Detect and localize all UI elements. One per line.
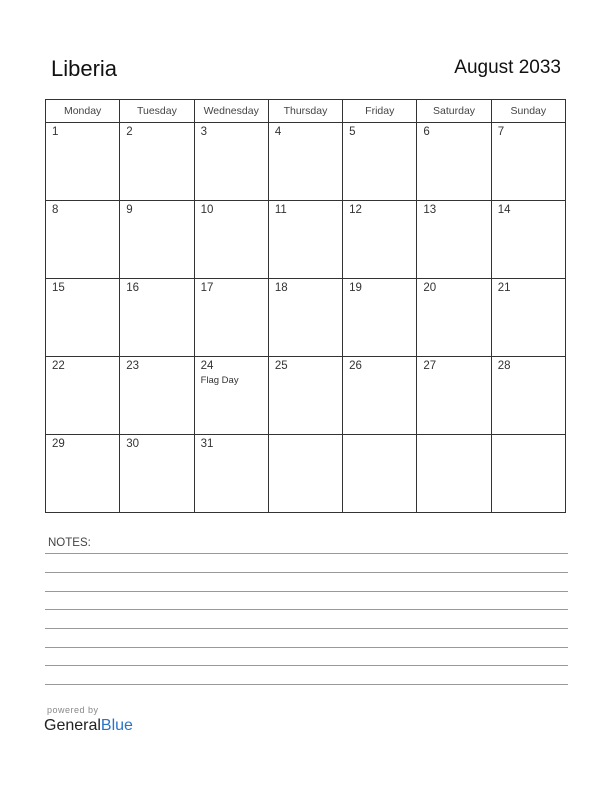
day-number: 26 (349, 360, 362, 372)
day-cell (194, 279, 268, 357)
day-cell (46, 123, 120, 201)
day-number: 5 (349, 126, 356, 138)
day-number: 31 (200, 438, 214, 450)
notes-line (45, 553, 568, 554)
day-number: 14 (497, 204, 511, 216)
day-cell (343, 357, 417, 435)
brand-blue-text: Blue (100, 717, 133, 734)
day-cell (268, 279, 342, 357)
day-cell (46, 279, 120, 357)
day-number (269, 435, 342, 438)
day-number: 25 (274, 360, 288, 372)
brand-logo (44, 717, 133, 735)
day-number: 3 (200, 126, 207, 138)
day-cell (491, 123, 565, 201)
day-number: 29 (52, 438, 65, 450)
day-number: 24 (200, 360, 214, 372)
day-cell (120, 123, 194, 201)
day-cell (491, 279, 565, 357)
week-row (46, 123, 566, 201)
day-cell (46, 435, 120, 513)
day-number (343, 435, 416, 438)
day-cell (194, 123, 268, 201)
powered-by-label: powered by (47, 705, 99, 715)
month-year-title: August 2033 (454, 57, 561, 78)
day-number (417, 435, 490, 438)
week-row (46, 279, 566, 357)
day-cell (268, 123, 342, 201)
holiday-label: Flag Day (200, 375, 239, 386)
week-row (46, 357, 566, 435)
day-cell (417, 123, 491, 201)
weekday-header: Sunday (491, 100, 565, 123)
day-cell (491, 357, 565, 435)
day-number: 12 (349, 204, 362, 216)
day-cell (120, 279, 194, 357)
notes-line (45, 609, 568, 610)
day-cell (46, 201, 120, 279)
day-cell (491, 435, 565, 513)
day-number: 4 (274, 126, 282, 138)
weekday-header: Wednesday (194, 100, 268, 123)
day-number: 1 (52, 126, 59, 138)
day-cell (46, 357, 120, 435)
day-number: 11 (274, 204, 287, 216)
weekday-header: Monday (46, 100, 120, 123)
day-number: 6 (423, 126, 430, 138)
notes-line (45, 572, 568, 573)
day-cell (120, 201, 194, 279)
day-cell (417, 201, 491, 279)
day-cell (417, 279, 491, 357)
day-cell (194, 435, 268, 513)
notes-label: NOTES: (48, 537, 91, 549)
weekday-header: Tuesday (120, 100, 194, 123)
weekday-header-row (46, 100, 566, 123)
calendar-grid (45, 99, 566, 513)
week-row (46, 201, 566, 279)
notes-line (45, 591, 568, 592)
day-cell (194, 357, 268, 435)
day-cell (417, 435, 491, 513)
day-number: 7 (497, 126, 505, 138)
day-number: 19 (349, 282, 362, 294)
day-number: 27 (423, 360, 437, 372)
day-cell (343, 201, 417, 279)
day-number: 18 (274, 282, 288, 294)
day-cell (417, 357, 491, 435)
day-cell (194, 201, 268, 279)
day-cell (268, 357, 342, 435)
day-number: 21 (497, 282, 511, 294)
day-number: 13 (423, 204, 437, 216)
day-cell (268, 435, 342, 513)
day-number: 22 (52, 360, 65, 372)
day-number (492, 435, 565, 438)
weekday-header: Thursday (268, 100, 342, 123)
day-number: 28 (497, 360, 511, 372)
week-row (46, 435, 566, 513)
notes-line (45, 665, 568, 666)
weekday-header: Friday (343, 100, 417, 123)
notes-line (45, 684, 568, 685)
day-cell (120, 357, 194, 435)
day-cell (120, 435, 194, 513)
day-number: 20 (423, 282, 437, 294)
day-number: 9 (126, 204, 133, 216)
day-number: 23 (126, 360, 140, 372)
weekday-header: Saturday (417, 100, 491, 123)
day-cell (268, 201, 342, 279)
day-number: 10 (200, 204, 214, 216)
day-number: 30 (126, 438, 140, 450)
day-cell (343, 435, 417, 513)
day-cell (343, 279, 417, 357)
day-number: 8 (52, 204, 59, 216)
day-number: 2 (126, 126, 133, 138)
country-title: Liberia (51, 56, 118, 81)
day-number: 17 (200, 282, 214, 294)
day-cell (491, 201, 565, 279)
notes-line (45, 628, 568, 629)
day-number: 16 (126, 282, 140, 294)
day-number: 15 (52, 282, 65, 294)
brand-general-text: General (44, 717, 101, 734)
notes-line (45, 647, 568, 648)
day-cell (343, 123, 417, 201)
